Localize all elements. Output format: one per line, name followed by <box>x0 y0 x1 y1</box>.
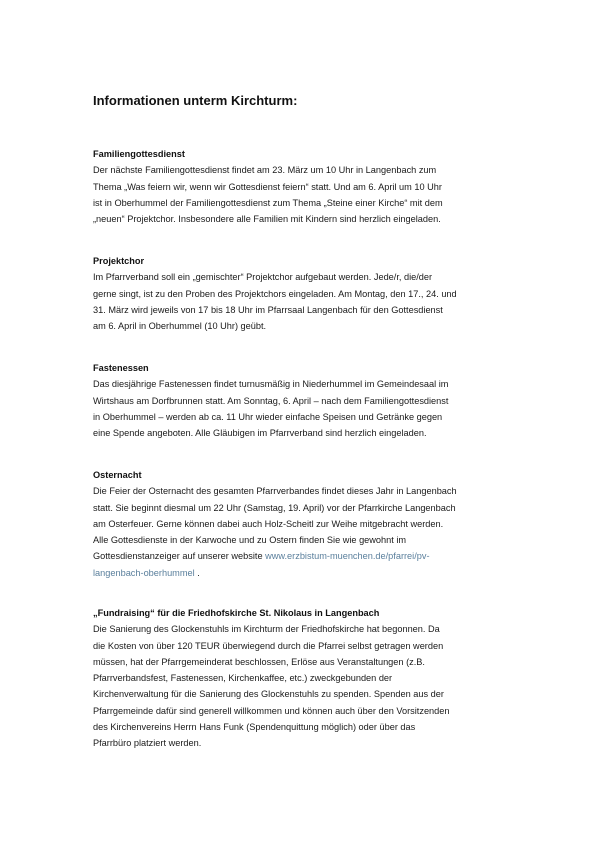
section-familiengottesdienst <box>93 146 509 227</box>
paragraph-line: Das diesjährige Fastenessen findet turnusmäßig in Niederhummel im Gemeindesaal im <box>93 379 449 390</box>
paragraph-line: 31. März wird jeweils von 17 bis 18 Uhr im Pfarrsaal Langenbach für den Gottesdienst <box>93 304 443 315</box>
paragraph-line: Pfarrverbandsfest, Fastenessen, Kirchenkaffee, etc.) zweckgebunden der <box>93 673 393 684</box>
section-osternacht <box>93 467 509 581</box>
paragraph-line: gerne singt, ist zu den Proben des Projektchors eingeladen. Am Montag, den 17., 24. und <box>93 288 457 299</box>
paragraph-line: Wirtshaus am Dorfbrunnen statt. Am Sonntag, 6. April – nach dem Familiengottesdienst <box>93 395 449 406</box>
paragraph-line: Kirchenverwaltung für die Sanierung des Glockenstuhls zu spenden. Spenden aus der <box>93 689 444 700</box>
paragraph-line: Die Sanierung des Glockenstuhls im Kirchturm der Friedhofskirche hat begonnen. Da <box>93 624 440 635</box>
section-heading: Osternacht <box>93 470 142 480</box>
paragraph-line: des Kirchenvereins Herrn Hans Funk (Spendenquittung möglich) oder über das <box>93 722 416 733</box>
paragraph-line: Im Pfarrverband soll ein „gemischter“ Projektchor aufgebaut werden. Jede/r, die/der <box>93 272 433 283</box>
paragraph-line: Pfarrbüro platziert werden. <box>93 738 202 749</box>
paragraph-line: Alle Gottesdienste in der Karwoche und zu Ostern finden Sie wie gewohnt im <box>93 535 407 546</box>
paragraph-line: ist in Oberhummel der Familiengottesdienst zum Thema „Steine einer Kirche“ mit dem <box>93 197 443 208</box>
paragraph-line <box>93 548 509 564</box>
paragraph-line: müssen, hat der Pfarrgemeinderat beschlossen, Erlöse aus Veranstaltungen (z.B. <box>93 656 425 667</box>
section-heading: Fastenessen <box>93 363 149 373</box>
paragraph-line: in Oberhummel – werden ab ca. 11 Uhr wieder einfache Speisen und Getränke gegen <box>93 411 443 422</box>
paragraph-line: Pfarrgemeinde dafür sind generell willkommen und können auch über den Vorsitzenden <box>93 705 450 716</box>
website-link-continued[interactable]: langenbach-oberhummel <box>93 567 195 578</box>
paragraph-line: „neuen“ Projektchor. Insbesondere alle Familien mit Kindern sind herzlich eingeladen. <box>93 214 441 225</box>
paragraph-line: Thema „Was feiern wir, wenn wir Gottesdienst feiern“ statt. Und am 6. April um 10 Uhr <box>93 181 442 192</box>
section-fundraising <box>93 605 509 752</box>
paragraph-line: am Osterfeuer. Gerne können dabei auch Holz-Scheitl zur Weihe mitgebracht werden. <box>93 518 444 529</box>
section-heading: „Fundraising“ für die Friedhofskirche St. Nikolaus in Langenbach <box>93 608 380 618</box>
paragraph-line: Die Feier der Osternacht des gesamten Pfarrverbandes findet dieses Jahr in Langenbach <box>93 486 457 497</box>
paragraph-line: eine Spende angeboten. Alle Gläubigen im Pfarrverband sind herzlich eingeladen. <box>93 428 427 439</box>
paragraph-line <box>93 565 509 581</box>
section-projektchor <box>93 253 509 334</box>
paragraph-line: die Kosten von über 120 TEUR überwiegend durch die Pfarrei selbst getragen werden <box>93 640 444 651</box>
section-fastenessen <box>93 360 509 441</box>
section-heading: Familiengottesdienst <box>93 149 185 159</box>
paragraph-text: . <box>194 567 200 578</box>
paragraph-line: Der nächste Familiengottesdienst findet am 23. März um 10 Uhr in Langenbach zum <box>93 165 437 176</box>
page-title: Informationen unterm Kirchturm: <box>93 93 298 108</box>
paragraph-line: am 6. April in Oberhummel (10 Uhr) geübt. <box>93 321 267 332</box>
paragraph-text: Gottesdienstanzeiger auf unserer website <box>93 551 266 562</box>
section-heading: Projektchor <box>93 256 145 266</box>
paragraph-line: statt. Sie beginnt diesmal um 22 Uhr (Samstag, 19. April) vor der Pfarrkirche Langenbach <box>93 502 456 513</box>
website-link[interactable]: www.erzbistum-muenchen.de/pfarrei/pv- <box>265 551 430 562</box>
